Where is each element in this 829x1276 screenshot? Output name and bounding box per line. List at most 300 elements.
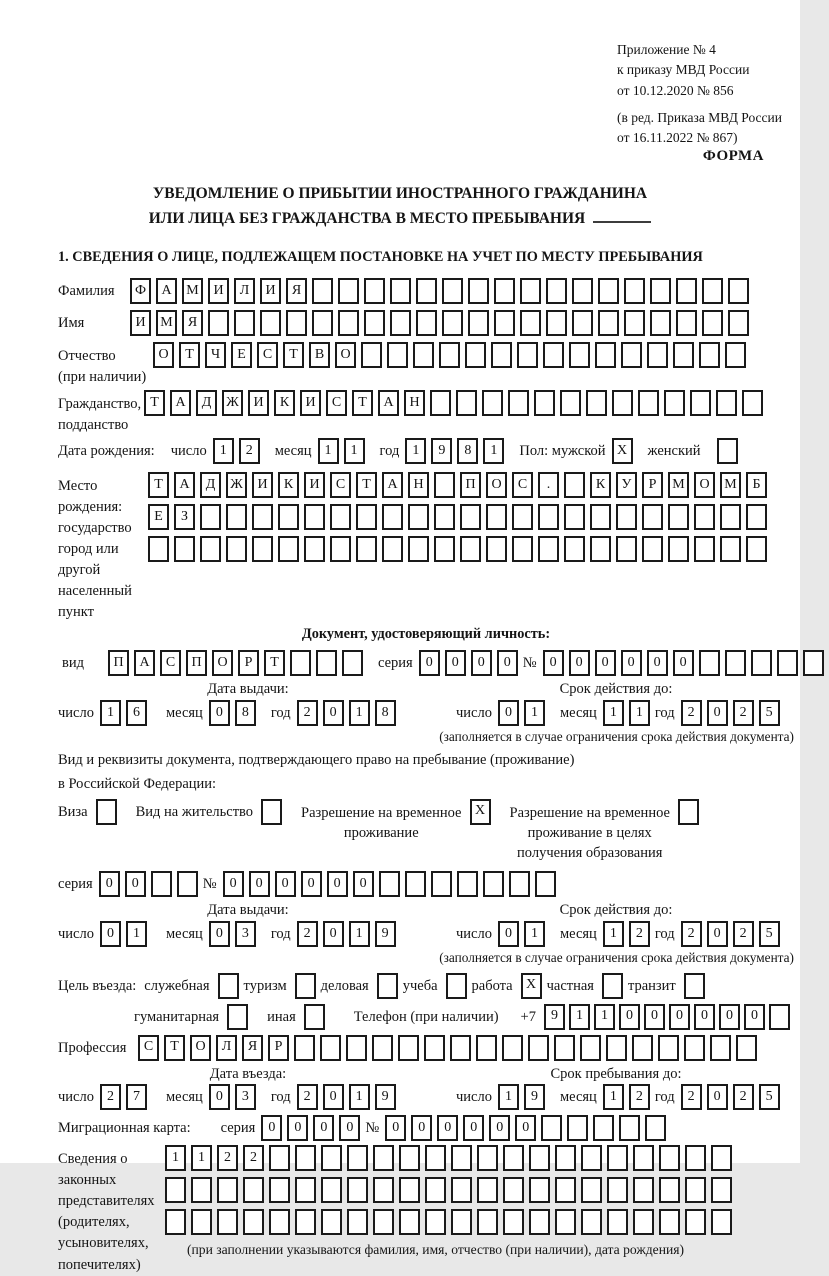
form-cell[interactable] [678,799,699,825]
birth-place-cells-row2[interactable] [148,504,772,530]
form-cell[interactable]: И [248,390,269,416]
form-cell[interactable]: 0 [323,921,344,947]
patronymic-cells[interactable] [153,342,751,368]
sex-female-checkbox[interactable] [717,438,743,464]
purpose-other-checkbox[interactable] [304,1004,330,1030]
form-cell[interactable]: 1 [349,921,370,947]
form-cell[interactable] [650,310,671,336]
res-issue-day-cells[interactable] [100,921,152,947]
form-cell[interactable]: Т [352,390,373,416]
form-cell[interactable]: С [326,390,347,416]
form-cell[interactable]: А [382,472,403,498]
form-cell[interactable] [633,1209,654,1235]
form-cell[interactable]: Ж [222,390,243,416]
form-cell[interactable]: 0 [647,650,668,676]
form-cell[interactable]: В [309,342,330,368]
form-cell[interactable]: 9 [431,438,452,464]
name-cells[interactable] [130,310,754,336]
form-cell[interactable] [728,278,749,304]
form-cell[interactable]: Е [231,342,252,368]
form-cell[interactable] [560,390,581,416]
form-cell[interactable] [456,390,477,416]
form-cell[interactable] [535,871,556,897]
form-cell[interactable] [218,973,239,999]
form-cell[interactable]: С [160,650,181,676]
form-cell[interactable] [347,1209,368,1235]
form-cell[interactable]: И [252,472,273,498]
form-cell[interactable] [690,390,711,416]
res-until-month-cells[interactable] [603,921,655,947]
form-cell[interactable]: 2 [629,921,650,947]
form-cell[interactable]: П [460,472,481,498]
form-cell[interactable] [430,390,451,416]
form-cell[interactable] [390,310,411,336]
form-cell[interactable] [278,504,299,530]
form-cell[interactable] [543,342,564,368]
form-cell[interactable] [494,278,515,304]
form-cell[interactable] [676,310,697,336]
form-cell[interactable] [673,342,694,368]
form-cell[interactable] [710,1035,731,1061]
form-cell[interactable]: 0 [411,1115,432,1141]
form-cell[interactable]: П [108,650,129,676]
form-cell[interactable] [398,1035,419,1061]
form-cell[interactable] [538,536,559,562]
form-cell[interactable]: Н [404,390,425,416]
doc-until-day-cells[interactable] [498,700,550,726]
form-cell[interactable]: А [156,278,177,304]
form-cell[interactable] [191,1209,212,1235]
form-cell[interactable]: X [521,973,542,999]
doc-issue-month-cells[interactable] [209,700,261,726]
form-cell[interactable] [658,1035,679,1061]
form-cell[interactable]: 1 [165,1145,186,1171]
form-cell[interactable] [468,310,489,336]
form-cell[interactable] [590,504,611,530]
form-cell[interactable]: 0 [223,871,244,897]
form-cell[interactable]: 6 [126,700,147,726]
form-cell[interactable] [342,650,363,676]
birth-month-cells[interactable] [318,438,370,464]
form-cell[interactable] [252,536,273,562]
form-cell[interactable] [607,1177,628,1203]
form-cell[interactable] [546,310,567,336]
form-cell[interactable] [450,1035,471,1061]
form-cell[interactable] [564,536,585,562]
form-cell[interactable]: Р [642,472,663,498]
form-cell[interactable] [491,342,512,368]
form-cell[interactable] [260,310,281,336]
form-cell[interactable]: А [170,390,191,416]
form-cell[interactable]: 1 [603,1084,624,1110]
legal-cells-row2[interactable] [165,1177,737,1203]
form-cell[interactable] [684,973,705,999]
form-cell[interactable]: К [278,472,299,498]
form-cell[interactable]: 1 [569,1004,590,1030]
form-cell[interactable]: Л [216,1035,237,1061]
form-cell[interactable] [616,504,637,530]
form-cell[interactable] [642,504,663,530]
form-cell[interactable]: 2 [733,1084,754,1110]
form-cell[interactable] [165,1177,186,1203]
form-cell[interactable] [633,1177,654,1203]
form-cell[interactable]: 0 [471,650,492,676]
form-cell[interactable] [295,973,316,999]
form-cell[interactable] [399,1177,420,1203]
form-cell[interactable] [777,650,798,676]
form-cell[interactable] [572,310,593,336]
form-cell[interactable]: 1 [603,700,624,726]
form-cell[interactable] [408,504,429,530]
form-cell[interactable]: Т [283,342,304,368]
form-cell[interactable] [520,310,541,336]
form-cell[interactable] [607,1209,628,1235]
form-cell[interactable] [555,1145,576,1171]
form-cell[interactable]: 2 [681,700,702,726]
form-cell[interactable]: 0 [323,700,344,726]
form-cell[interactable]: 2 [297,700,318,726]
form-cell[interactable]: 1 [191,1145,212,1171]
form-cell[interactable] [564,504,585,530]
form-cell[interactable] [321,1209,342,1235]
form-cell[interactable] [347,1177,368,1203]
form-cell[interactable] [295,1209,316,1235]
form-cell[interactable] [598,278,619,304]
form-cell[interactable] [483,871,504,897]
form-cell[interactable]: П [186,650,207,676]
form-cell[interactable]: 2 [239,438,260,464]
form-cell[interactable] [720,504,741,530]
form-cell[interactable] [503,1145,524,1171]
form-cell[interactable]: М [182,278,203,304]
form-cell[interactable]: 1 [349,1084,370,1110]
form-cell[interactable] [434,472,455,498]
form-cell[interactable] [569,342,590,368]
form-cell[interactable]: Д [196,390,217,416]
form-cell[interactable] [503,1209,524,1235]
form-cell[interactable]: 0 [249,871,270,897]
form-cell[interactable]: И [260,278,281,304]
form-cell[interactable] [425,1209,446,1235]
form-cell[interactable]: Д [200,472,221,498]
form-cell[interactable] [321,1177,342,1203]
form-cell[interactable]: Т [148,472,169,498]
form-cell[interactable] [165,1209,186,1235]
purpose-study-checkbox[interactable] [446,973,472,999]
form-cell[interactable] [650,278,671,304]
form-cell[interactable] [486,536,507,562]
form-cell[interactable] [742,390,763,416]
form-cell[interactable]: 0 [515,1115,536,1141]
form-cell[interactable] [694,536,715,562]
form-cell[interactable]: 1 [629,700,650,726]
form-cell[interactable] [684,1035,705,1061]
form-cell[interactable] [320,1035,341,1061]
form-cell[interactable]: 2 [733,700,754,726]
form-cell[interactable] [425,1145,446,1171]
res-seriya-cells[interactable] [99,871,203,897]
form-cell[interactable]: 0 [694,1004,715,1030]
form-cell[interactable]: 0 [327,871,348,897]
form-cell[interactable] [638,390,659,416]
purpose-business-checkbox[interactable] [377,973,403,999]
purpose-private-checkbox[interactable] [602,973,628,999]
form-cell[interactable]: 0 [100,921,121,947]
form-cell[interactable]: 2 [243,1145,264,1171]
form-cell[interactable] [468,278,489,304]
form-cell[interactable]: К [274,390,295,416]
form-cell[interactable] [416,310,437,336]
form-cell[interactable]: 3 [235,1084,256,1110]
form-cell[interactable] [269,1209,290,1235]
form-cell[interactable] [373,1209,394,1235]
form-cell[interactable]: 5 [759,1084,780,1110]
form-cell[interactable] [286,310,307,336]
form-cell[interactable]: Я [242,1035,263,1061]
form-cell[interactable]: Л [234,278,255,304]
form-cell[interactable]: О [153,342,174,368]
form-cell[interactable] [290,650,311,676]
form-cell[interactable]: Я [182,310,203,336]
form-cell[interactable]: 1 [100,700,121,726]
form-cell[interactable] [616,536,637,562]
form-cell[interactable] [457,871,478,897]
form-cell[interactable] [442,278,463,304]
form-cell[interactable]: С [138,1035,159,1061]
res-until-year-cells[interactable] [681,921,785,947]
form-cell[interactable] [294,1035,315,1061]
form-cell[interactable] [312,278,333,304]
form-cell[interactable]: Т [179,342,200,368]
form-cell[interactable]: 1 [349,700,370,726]
form-cell[interactable] [503,1177,524,1203]
residence-permit-checkbox[interactable] [261,799,287,825]
form-cell[interactable] [405,871,426,897]
form-cell[interactable]: X [612,438,633,464]
form-cell[interactable] [460,504,481,530]
form-cell[interactable] [586,390,607,416]
form-cell[interactable]: Б [746,472,767,498]
doc-type-cells[interactable] [108,650,368,676]
form-cell[interactable] [330,504,351,530]
form-cell[interactable]: 0 [385,1115,406,1141]
form-cell[interactable] [243,1209,264,1235]
form-cell[interactable]: 0 [669,1004,690,1030]
form-cell[interactable]: 0 [419,650,440,676]
form-cell[interactable]: О [190,1035,211,1061]
form-cell[interactable] [751,650,772,676]
phone-cells[interactable] [544,1004,794,1030]
form-cell[interactable]: Р [238,650,259,676]
entry-month-cells[interactable] [209,1084,261,1110]
form-cell[interactable] [347,1145,368,1171]
form-cell[interactable]: 0 [445,650,466,676]
form-cell[interactable]: 0 [313,1115,334,1141]
form-cell[interactable]: Т [164,1035,185,1061]
form-cell[interactable] [685,1177,706,1203]
form-cell[interactable] [446,973,467,999]
form-cell[interactable] [477,1209,498,1235]
form-cell[interactable]: 1 [344,438,365,464]
form-cell[interactable] [711,1145,732,1171]
form-cell[interactable] [564,472,585,498]
form-cell[interactable]: Т [264,650,285,676]
form-cell[interactable] [716,390,737,416]
form-cell[interactable]: Ж [226,472,247,498]
form-cell[interactable]: 0 [644,1004,665,1030]
form-cell[interactable] [711,1209,732,1235]
form-cell[interactable] [330,536,351,562]
mig-number-cells[interactable] [385,1115,671,1141]
form-cell[interactable] [659,1209,680,1235]
form-cell[interactable]: К [590,472,611,498]
form-cell[interactable]: А [134,650,155,676]
form-cell[interactable] [580,1035,601,1061]
form-cell[interactable] [399,1209,420,1235]
form-cell[interactable]: 0 [209,700,230,726]
form-cell[interactable] [598,310,619,336]
form-cell[interactable] [177,871,198,897]
form-cell[interactable] [769,1004,790,1030]
form-cell[interactable] [728,310,749,336]
form-cell[interactable] [261,799,282,825]
form-cell[interactable]: 0 [339,1115,360,1141]
form-cell[interactable]: 0 [489,1115,510,1141]
form-cell[interactable]: 2 [297,1084,318,1110]
form-cell[interactable] [252,504,273,530]
form-cell[interactable]: 0 [463,1115,484,1141]
form-cell[interactable] [699,650,720,676]
form-cell[interactable] [227,1004,248,1030]
form-cell[interactable] [373,1145,394,1171]
form-cell[interactable] [278,536,299,562]
form-cell[interactable] [529,1145,550,1171]
form-cell[interactable] [590,536,611,562]
form-cell[interactable]: 0 [543,650,564,676]
form-cell[interactable]: 0 [261,1115,282,1141]
form-cell[interactable]: Т [144,390,165,416]
form-cell[interactable]: 0 [498,921,519,947]
form-cell[interactable] [372,1035,393,1061]
form-cell[interactable] [632,1035,653,1061]
form-cell[interactable] [379,871,400,897]
form-cell[interactable]: 3 [235,921,256,947]
form-cell[interactable] [512,536,533,562]
form-cell[interactable]: 0 [209,921,230,947]
form-cell[interactable] [685,1145,706,1171]
form-cell[interactable]: 9 [544,1004,565,1030]
form-cell[interactable]: 9 [375,1084,396,1110]
form-cell[interactable] [725,342,746,368]
form-cell[interactable] [304,504,325,530]
form-cell[interactable] [364,310,385,336]
form-cell[interactable] [387,342,408,368]
form-cell[interactable]: 1 [318,438,339,464]
form-cell[interactable]: 9 [375,921,396,947]
form-cell[interactable]: 2 [297,921,318,947]
form-cell[interactable] [234,310,255,336]
form-cell[interactable] [746,536,767,562]
form-cell[interactable] [200,504,221,530]
form-cell[interactable]: 1 [603,921,624,947]
form-cell[interactable] [338,278,359,304]
form-cell[interactable] [482,390,503,416]
form-cell[interactable]: 7 [126,1084,147,1110]
form-cell[interactable]: 1 [524,921,545,947]
form-cell[interactable]: 1 [126,921,147,947]
form-cell[interactable] [424,1035,445,1061]
form-cell[interactable]: 0 [707,921,728,947]
form-cell[interactable] [442,310,463,336]
form-cell[interactable] [217,1177,238,1203]
form-cell[interactable] [243,1177,264,1203]
form-cell[interactable] [356,536,377,562]
form-cell[interactable] [486,504,507,530]
entry-year-cells[interactable] [297,1084,401,1110]
form-cell[interactable] [465,342,486,368]
form-cell[interactable]: Н [408,472,429,498]
form-cell[interactable] [541,1115,562,1141]
form-cell[interactable] [567,1115,588,1141]
form-cell[interactable]: 0 [707,1084,728,1110]
form-cell[interactable] [647,342,668,368]
doc-issue-day-cells[interactable] [100,700,152,726]
form-cell[interactable]: 0 [569,650,590,676]
form-cell[interactable]: М [156,310,177,336]
form-cell[interactable]: О [212,650,233,676]
doc-seriya-cells[interactable] [419,650,523,676]
form-cell[interactable] [316,650,337,676]
form-cell[interactable]: 8 [235,700,256,726]
form-cell[interactable] [528,1035,549,1061]
form-cell[interactable] [390,278,411,304]
form-cell[interactable] [509,871,530,897]
form-cell[interactable] [399,1145,420,1171]
form-cell[interactable] [226,504,247,530]
form-cell[interactable] [312,310,333,336]
form-cell[interactable]: 5 [759,921,780,947]
purpose-humanitarian-checkbox[interactable] [227,1004,253,1030]
form-cell[interactable]: 2 [681,921,702,947]
form-cell[interactable]: М [668,472,689,498]
birth-place-cells-row1[interactable] [148,472,772,498]
form-cell[interactable] [529,1177,550,1203]
form-cell[interactable]: З [174,504,195,530]
form-cell[interactable]: 0 [619,1004,640,1030]
form-cell[interactable] [431,871,452,897]
form-cell[interactable] [382,504,403,530]
form-cell[interactable]: У [616,472,637,498]
form-cell[interactable] [676,278,697,304]
form-cell[interactable]: 0 [719,1004,740,1030]
form-cell[interactable] [434,504,455,530]
form-cell[interactable]: 0 [744,1004,765,1030]
form-cell[interactable]: 0 [437,1115,458,1141]
form-cell[interactable] [534,390,555,416]
form-cell[interactable] [151,871,172,897]
sex-male-checkbox[interactable] [612,438,638,464]
form-cell[interactable] [736,1035,757,1061]
form-cell[interactable] [517,342,538,368]
form-cell[interactable]: О [486,472,507,498]
form-cell[interactable] [803,650,824,676]
form-cell[interactable] [321,1145,342,1171]
form-cell[interactable] [364,278,385,304]
form-cell[interactable]: 0 [498,700,519,726]
form-cell[interactable] [217,1209,238,1235]
form-cell[interactable] [377,973,398,999]
form-cell[interactable] [226,536,247,562]
